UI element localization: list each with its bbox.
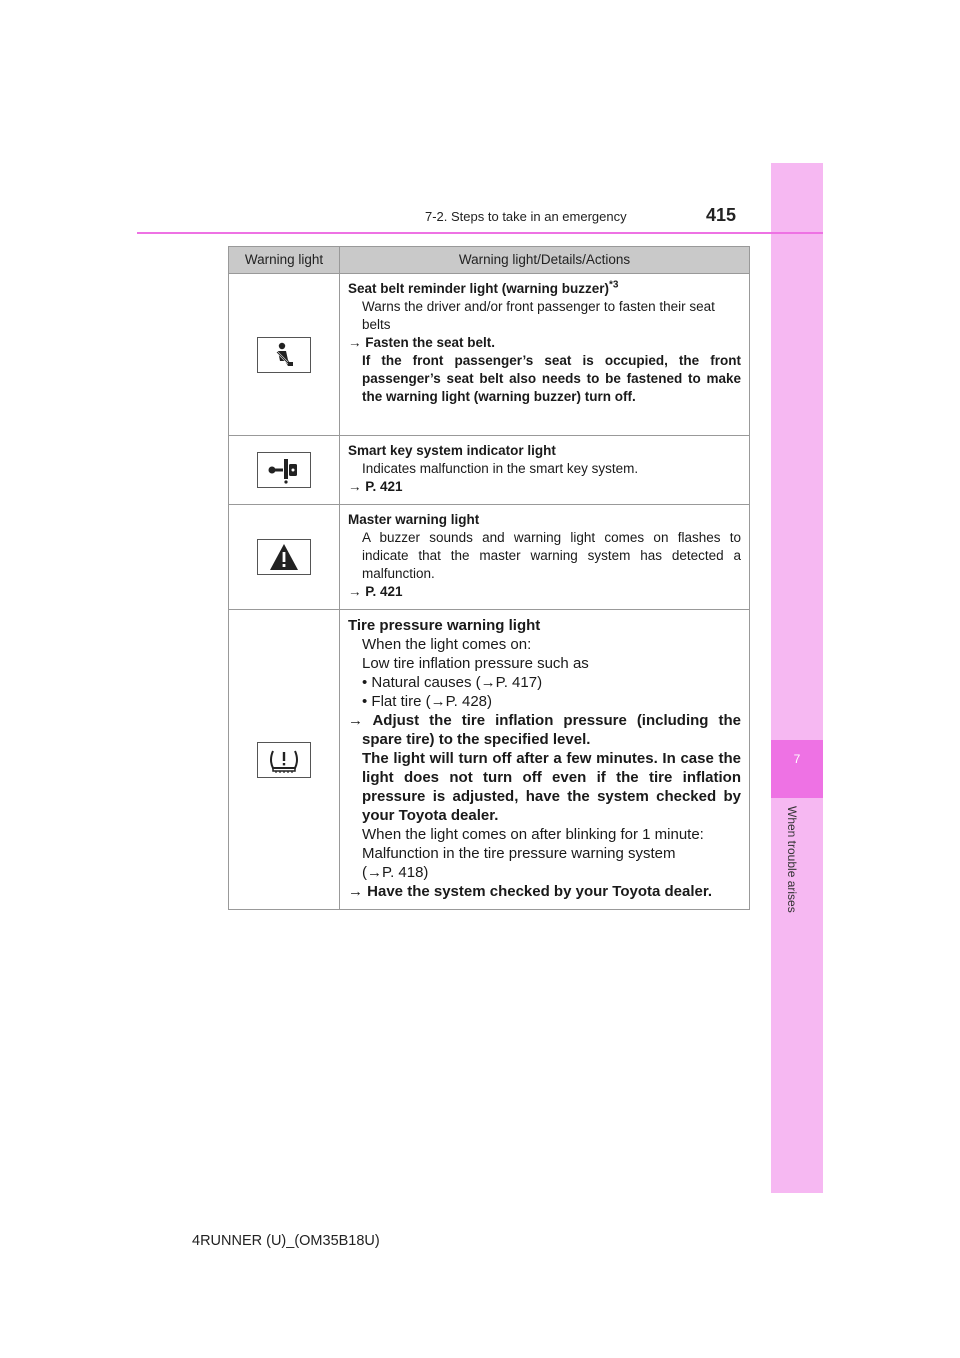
header-rule xyxy=(137,232,823,234)
row-title: Smart key system indicator light xyxy=(348,443,556,458)
icon-cell xyxy=(229,274,340,436)
row-bullet[interactable]: • Natural causes (→P. 417) xyxy=(362,674,543,691)
row-detail: A buzzer sounds and warning light comes on flashes to indicate that the master warning system has detected a malfunction. xyxy=(362,530,741,581)
detail-cell xyxy=(340,505,750,610)
icon-cell xyxy=(229,436,340,505)
row-action-note: The light will turn off after a few minutes. In case the light does not turn off even if the tire inflation pressure is adjusted, have the system checked by your Toyota dealer. xyxy=(362,750,741,824)
row-title: Tire pressure warning light xyxy=(348,617,541,634)
row-line-link[interactable]: (→P. 418) xyxy=(362,864,429,881)
row-bullet[interactable]: • Flat tire (→P. 428) xyxy=(362,693,493,710)
row-line: When the light comes on after blinking for 1 minute: xyxy=(362,826,704,843)
chapter-number: 7 xyxy=(793,752,801,766)
master-warning-icon xyxy=(257,539,311,575)
table-row xyxy=(229,610,750,910)
col-header-warning-light: Warning light xyxy=(229,247,340,274)
row-detail: Indicates malfunction in the smart key system. xyxy=(362,461,639,476)
row-action-link[interactable]: → P. 421 xyxy=(348,479,403,494)
chapter-tab[interactable] xyxy=(771,740,823,798)
warning-light-table xyxy=(228,246,750,910)
row-action-link[interactable]: → P. 421 xyxy=(348,584,403,599)
icon-cell xyxy=(229,610,340,910)
tire-pressure-icon xyxy=(257,742,311,778)
row-title: Seat belt reminder light (warning buzzer)$^{*3}$ xyxy=(348,279,619,296)
row-line: Low tire inflation pressure such as xyxy=(362,655,589,672)
row-action: → Have the system checked by your Toyota dealer. xyxy=(348,883,713,900)
row-action: → Adjust the tire inflation pressure (including the spare tire) to the specified level. xyxy=(348,712,741,748)
smart-key-icon xyxy=(257,452,311,488)
row-line: Malfunction in the tire pressure warning system xyxy=(362,845,676,862)
chapter-sidebar xyxy=(771,163,823,1193)
row-title: Master warning light xyxy=(348,512,480,527)
page-number: 415 xyxy=(706,205,737,225)
chapter-label: When trouble arises xyxy=(785,806,799,913)
section-title: 7-2. Steps to take in an emergency xyxy=(425,209,627,224)
detail-cell xyxy=(340,274,750,436)
model-code: 4RUNNER (U)_(OM35B18U) xyxy=(192,1233,380,1249)
detail-cell xyxy=(340,436,750,505)
table-row xyxy=(229,505,750,610)
col-header-details: Warning light/Details/Actions xyxy=(340,247,750,274)
table-header-row xyxy=(229,247,750,274)
seatbelt-reminder-icon xyxy=(257,337,311,373)
row-detail: Warns the driver and/or front passenger to fasten their seat belts xyxy=(362,299,715,332)
row-line: When the light comes on: xyxy=(362,636,532,653)
detail-cell xyxy=(340,610,750,910)
table-row xyxy=(229,436,750,505)
row-action-note: If the front passenger’s seat is occupied, the front passenger’s seat belt also needs to be fastened to make the warning light (warning buzzer) turn off. xyxy=(362,353,741,404)
row-action: → Fasten the seat belt. xyxy=(348,335,496,350)
table-row xyxy=(229,274,750,436)
icon-cell xyxy=(229,505,340,610)
